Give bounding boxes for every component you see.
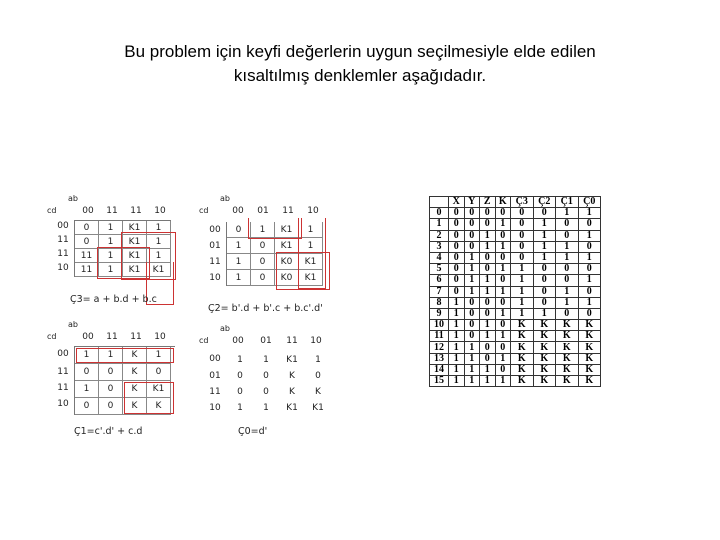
truth-table-cell: 0	[449, 264, 465, 275]
truth-table-cell: K	[511, 331, 534, 342]
truth-table-header-cell: Ç3	[511, 197, 534, 208]
truth-table-cell: K	[511, 353, 534, 364]
truth-table-cell: K	[511, 376, 534, 387]
truth-table-cell: 1	[464, 275, 480, 286]
kmap-cell: 0	[99, 381, 123, 398]
truth-table-cell: 0	[449, 275, 465, 286]
kmap-row-header: 10	[209, 273, 221, 283]
truth-table-row	[430, 376, 601, 387]
kmap-row-header: 10	[57, 399, 69, 409]
kmap-c3	[47, 194, 182, 305]
kmap-ab-label: ab	[220, 324, 230, 333]
truth-table-row	[430, 275, 601, 286]
truth-table-cell: K	[533, 320, 556, 331]
kmap-cell: 0	[237, 387, 243, 397]
truth-table-cell: 1	[495, 264, 511, 275]
truth-table-cell: 1	[556, 286, 579, 297]
truth-table-cell: 0	[495, 275, 511, 286]
truth-table-cell: K	[533, 364, 556, 375]
title-line-2: kısaltılmış denklemler aşağıdadır.	[233, 66, 487, 85]
truth-table-cell: 1	[556, 297, 579, 308]
kmap-cell: K1	[286, 403, 298, 413]
truth-table-cell: 1	[533, 252, 556, 263]
truth-table-cell: 0	[464, 320, 480, 331]
truth-table-cell: 0	[449, 241, 465, 252]
truth-table-cell: 0	[556, 275, 579, 286]
kmap-row-header: 11	[57, 249, 69, 259]
kmap-col-header: 01	[260, 336, 272, 346]
kmap-col-header: 00	[232, 206, 244, 216]
kmap-c1	[47, 320, 182, 440]
truth-table-cell: 0	[480, 342, 496, 353]
truth-table-cell: 1	[578, 297, 601, 308]
truth-table-cell: 0	[495, 364, 511, 375]
truth-table-header-cell: X	[449, 197, 465, 208]
truth-table-cell: K	[511, 364, 534, 375]
kmap-cell: 0	[99, 398, 123, 415]
truth-table-cell: 1	[449, 353, 465, 364]
truth-table-cell: K	[578, 364, 601, 375]
truth-table-cell: 1	[464, 252, 480, 263]
truth-table-cell: 0	[556, 308, 579, 319]
truth-table-cell: K	[556, 364, 579, 375]
kmap-cell: 1	[147, 347, 171, 364]
kmap-cell: K1	[123, 263, 147, 277]
truth-table-cell: 0	[556, 264, 579, 275]
truth-table-cell: 0	[495, 320, 511, 331]
truth-table-header-cell: Ç0	[578, 197, 601, 208]
truth-table-cell: K	[578, 342, 601, 353]
truth-table-cell: 1	[480, 230, 496, 241]
truth-table-index-cell: 10	[430, 320, 449, 331]
truth-table-index-cell: 12	[430, 342, 449, 353]
truth-table-body	[430, 208, 601, 387]
truth-table-cell: 0	[480, 208, 496, 219]
kmap-cell: K1	[123, 235, 147, 249]
kmap-cell: 1	[99, 221, 123, 235]
truth-table-index-cell: 2	[430, 230, 449, 241]
kmap-col-header: 11	[282, 206, 294, 216]
truth-table-index-cell: 8	[430, 297, 449, 308]
truth-table-row	[430, 264, 601, 275]
kmap-cell: 1	[237, 355, 243, 365]
kmap-equation: Ç3= a + b.d + b.c	[70, 294, 157, 305]
truth-table-row	[430, 219, 601, 230]
truth-table-index-cell: 6	[430, 275, 449, 286]
truth-table-cell: K	[556, 342, 579, 353]
kmap-cell: 0	[75, 398, 99, 415]
truth-table-row	[430, 297, 601, 308]
kmap-col-header: 11	[106, 332, 118, 342]
kmap-row-header: 10	[57, 263, 69, 273]
truth-table-row	[430, 230, 601, 241]
kmap-cell: 1	[99, 249, 123, 263]
truth-table-cell: 1	[449, 376, 465, 387]
truth-table-cell: 0	[480, 264, 496, 275]
truth-table-cell: 1	[464, 353, 480, 364]
truth-table-cell: K	[511, 320, 534, 331]
truth-table-cell: 1	[495, 308, 511, 319]
truth-table-cell: K	[533, 353, 556, 364]
kmap-cell: 1	[75, 381, 99, 398]
truth-table-cell: K	[578, 376, 601, 387]
truth-table-row	[430, 286, 601, 297]
kmap-group-loop	[76, 348, 174, 363]
kmap-cell: 0	[227, 222, 251, 238]
kmap-group-loop	[124, 382, 174, 414]
kmap-col-header: 00	[82, 206, 94, 216]
truth-table	[429, 196, 601, 387]
truth-table-index-cell: 4	[430, 252, 449, 263]
truth-table-cell: 0	[511, 230, 534, 241]
truth-table-cell: K	[578, 320, 601, 331]
truth-table-cell: 0	[449, 252, 465, 263]
kmap-cell: 1	[263, 403, 269, 413]
truth-table-cell: 0	[511, 241, 534, 252]
kmap-col-header: 11	[130, 332, 142, 342]
truth-table-cell: 0	[495, 252, 511, 263]
kmap-cell: 1	[147, 249, 171, 263]
truth-table-row	[430, 308, 601, 319]
kmap-cell: 1	[147, 221, 171, 235]
truth-table-cell: 1	[511, 275, 534, 286]
kmap-group-loop	[276, 252, 330, 290]
kmap-cell: K1	[275, 222, 299, 238]
kmap-cell: 0	[75, 221, 99, 235]
kmap-col-header: 10	[154, 206, 166, 216]
truth-table-index-cell: 13	[430, 353, 449, 364]
truth-table-cell: 1	[495, 331, 511, 342]
truth-table-cell: K	[556, 376, 579, 387]
truth-table-cell: 1	[556, 241, 579, 252]
truth-table-cell: 0	[449, 230, 465, 241]
kmap-cell: 0	[75, 235, 99, 249]
truth-table-cell: 0	[464, 331, 480, 342]
kmap-cell: 0	[99, 364, 123, 381]
truth-table-index-cell: 14	[430, 364, 449, 375]
truth-table-cell: 0	[464, 308, 480, 319]
truth-table-cell: 1	[511, 308, 534, 319]
truth-table-cell: 1	[449, 308, 465, 319]
truth-table-cell: 1	[533, 230, 556, 241]
truth-table-cell: 0	[480, 297, 496, 308]
truth-table-row	[430, 208, 601, 219]
truth-table-cell: 0	[578, 264, 601, 275]
kmap-group-loop	[97, 247, 150, 279]
truth-table-cell: 1	[495, 353, 511, 364]
kmap-c2	[199, 194, 334, 316]
kmap-ab-label: ab	[68, 320, 78, 329]
kmap-cell: 1	[227, 254, 251, 270]
kmap-cell: 1	[299, 222, 323, 238]
kmap-grid	[228, 352, 332, 418]
kmap-cell: 0	[251, 270, 275, 286]
truth-table-cell: 0	[480, 252, 496, 263]
kmap-row-header: 11	[57, 383, 69, 393]
truth-table-cell: 0	[533, 208, 556, 219]
kmap-cell: K1	[275, 238, 299, 254]
kmap-row-header: 01	[209, 371, 221, 381]
kmap-col-header: 10	[154, 332, 166, 342]
truth-table-cell: 1	[449, 342, 465, 353]
truth-table-cell: 1	[449, 320, 465, 331]
truth-table-cell: 1	[495, 219, 511, 230]
truth-table-cell: 1	[464, 364, 480, 375]
truth-table-cell: 0	[495, 297, 511, 308]
truth-table-cell: 1	[480, 286, 496, 297]
truth-table-row	[430, 252, 601, 263]
truth-table-cell: 1	[449, 331, 465, 342]
kmap-cell: 1	[251, 222, 275, 238]
kmap-equation: Ç2= b'.d + b'.c + b.c'.d'	[208, 303, 323, 314]
truth-table-row	[430, 364, 601, 375]
kmap-col-header: 00	[232, 336, 244, 346]
kmap-cell: K1	[299, 254, 323, 270]
truth-table-header-row	[430, 197, 601, 208]
kmap-cell: K	[123, 364, 147, 381]
truth-table-index-cell: 0	[430, 208, 449, 219]
truth-table-cell: 1	[578, 252, 601, 263]
truth-table-cell: 1	[464, 264, 480, 275]
kmap-cd-label: cd	[47, 206, 57, 215]
kmap-col-header: 01	[257, 206, 269, 216]
kmap-row-header: 11	[209, 257, 221, 267]
kmap-col-header: 10	[307, 206, 319, 216]
truth-table-cell: 1	[556, 252, 579, 263]
truth-table-cell: 0	[480, 353, 496, 364]
truth-table-cell: 1	[480, 331, 496, 342]
truth-table-cell: K	[578, 331, 601, 342]
truth-table-cell: 1	[495, 376, 511, 387]
truth-table-cell: 0	[449, 219, 465, 230]
truth-table-cell: 0	[556, 230, 579, 241]
kmap-cell: 1	[237, 403, 243, 413]
truth-table-cell: 1	[480, 376, 496, 387]
title-line-1: Bu problem için keyfi değerlerin uygun seçilmesiyle elde edilen	[124, 42, 596, 61]
truth-table-cell: 1	[556, 208, 579, 219]
truth-table-index-cell: 11	[430, 331, 449, 342]
truth-table-cell: 0	[495, 230, 511, 241]
truth-table-cell: 1	[480, 241, 496, 252]
kmap-cell: 1	[227, 238, 251, 254]
truth-table-index-cell: 1	[430, 219, 449, 230]
kmap-cell: K	[289, 371, 295, 381]
truth-table-cell: 0	[578, 241, 601, 252]
truth-table-cell: 0	[495, 342, 511, 353]
kmap-cell: 1	[75, 347, 99, 364]
truth-table-cell: 0	[480, 308, 496, 319]
truth-table-header-cell: Ç1	[556, 197, 579, 208]
truth-table-cell: 0	[556, 219, 579, 230]
truth-table-index-cell: 5	[430, 264, 449, 275]
truth-table-cell: 1	[480, 275, 496, 286]
truth-table-row	[430, 241, 601, 252]
truth-table-cell: 1	[464, 286, 480, 297]
truth-table-cell: 1	[480, 320, 496, 331]
kmap-cell: 1	[99, 263, 123, 277]
truth-table-cell: 0	[495, 208, 511, 219]
truth-table-index-cell: 7	[430, 286, 449, 297]
truth-table-cell: 0	[578, 308, 601, 319]
truth-table-cell: 1	[480, 364, 496, 375]
truth-table-cell: 1	[464, 342, 480, 353]
truth-table-cell: 0	[511, 252, 534, 263]
kmap-cd-label: cd	[199, 206, 209, 215]
truth-table-header-cell: K	[495, 197, 511, 208]
truth-table-cell: K	[556, 331, 579, 342]
kmap-cell: 0	[263, 371, 269, 381]
truth-table-cell: 0	[511, 219, 534, 230]
kmap-row-header: 00	[209, 225, 221, 235]
kmap-col-header: 00	[82, 332, 94, 342]
kmap-cell: K	[315, 387, 321, 397]
kmap-equation: Ç1=c'.d' + c.d	[74, 426, 143, 437]
kmap-cd-label: cd	[47, 332, 57, 341]
kmap-cell: 1	[99, 347, 123, 364]
truth-table-cell: 0	[533, 264, 556, 275]
kmap-col-header: 10	[310, 336, 322, 346]
truth-table-cell: 1	[533, 219, 556, 230]
kmap-cell: 0	[251, 238, 275, 254]
truth-table-cell: 1	[533, 241, 556, 252]
truth-table-cell: 1	[449, 297, 465, 308]
truth-table-cell: 0	[533, 286, 556, 297]
truth-table-cell: 1	[578, 230, 601, 241]
kmap-cell: 1	[315, 355, 321, 365]
truth-table-cell: K	[511, 342, 534, 353]
kmap-cd-label: cd	[199, 336, 209, 345]
truth-table-row	[430, 342, 601, 353]
kmap-cell: K	[123, 398, 147, 415]
truth-table-cell: 0	[578, 286, 601, 297]
kmap-row-header: 11	[209, 387, 221, 397]
kmap-cell: 1	[227, 270, 251, 286]
kmap-cell: 0	[75, 364, 99, 381]
kmap-row-header: 00	[209, 354, 221, 364]
kmap-row-header: 00	[57, 221, 69, 231]
truth-table-index-cell: 3	[430, 241, 449, 252]
kmap-cell: K0	[275, 254, 299, 270]
kmap-cell: K1	[123, 249, 147, 263]
kmap-row-header: 10	[209, 403, 221, 413]
truth-table-cell: 0	[480, 219, 496, 230]
truth-table-cell: K	[533, 376, 556, 387]
kmap-cell: K1	[147, 263, 171, 277]
truth-table-cell: 1	[578, 275, 601, 286]
truth-table-cell: 0	[464, 219, 480, 230]
kmap-cell: K	[123, 381, 147, 398]
kmap-row-header: 01	[209, 241, 221, 251]
truth-table-cell: K	[533, 331, 556, 342]
kmap-row-header: 00	[57, 349, 69, 359]
truth-table-row	[430, 331, 601, 342]
kmap-col-header: 11	[106, 206, 118, 216]
truth-table-header-cell	[430, 197, 449, 208]
kmap-c0	[199, 324, 334, 440]
kmap-cell: K0	[275, 270, 299, 286]
kmap-cell: 0	[147, 364, 171, 381]
truth-table-cell: 0	[449, 286, 465, 297]
kmap-col-header: 11	[130, 206, 142, 216]
kmap-cell: 11	[75, 249, 99, 263]
kmap-cell: K1	[299, 270, 323, 286]
kmap-cell: K1	[123, 221, 147, 235]
kmap-row-header: 11	[57, 367, 69, 377]
truth-table-header-cell: Ç2	[533, 197, 556, 208]
truth-table-cell: 1	[464, 376, 480, 387]
truth-table-cell: 0	[449, 208, 465, 219]
kmap-cell: K1	[312, 403, 324, 413]
kmap-ab-label: ab	[220, 194, 230, 203]
truth-table-cell: 0	[533, 275, 556, 286]
kmap-cell: 0	[315, 371, 321, 381]
kmap-row-header: 11	[57, 235, 69, 245]
kmap-cell: 0	[263, 387, 269, 397]
kmap-cell: 1	[299, 238, 323, 254]
truth-table-cell: 0	[511, 208, 534, 219]
kmap-cell: K	[123, 347, 147, 364]
kmap-ab-label: ab	[68, 194, 78, 203]
truth-table-cell: 1	[511, 286, 534, 297]
truth-table-cell: 1	[495, 241, 511, 252]
truth-table-header-cell: Z	[480, 197, 496, 208]
kmap-cell: K	[289, 387, 295, 397]
truth-table-cell: 0	[464, 297, 480, 308]
kmap-cell: 0	[237, 371, 243, 381]
kmap-cell: 0	[251, 254, 275, 270]
truth-table-cell: 1	[533, 308, 556, 319]
truth-table-cell: K	[556, 353, 579, 364]
kmap-cell: 1	[99, 235, 123, 249]
truth-table-row	[430, 353, 601, 364]
truth-table-cell: 0	[533, 297, 556, 308]
truth-table-cell: K	[556, 320, 579, 331]
truth-table-cell: K	[533, 342, 556, 353]
truth-table-cell: 1	[578, 208, 601, 219]
truth-table-cell: K	[578, 353, 601, 364]
kmap-cell: K	[147, 398, 171, 415]
slide-title	[60, 40, 660, 88]
truth-table-cell: 1	[511, 264, 534, 275]
kmap-cell: 11	[75, 263, 99, 277]
kmap-cell: 1	[263, 355, 269, 365]
truth-table-row	[430, 320, 601, 331]
truth-table-cell: 0	[578, 219, 601, 230]
kmap-cell: 1	[147, 235, 171, 249]
kmap-cell: K1	[147, 381, 171, 398]
truth-table-cell: 1	[511, 297, 534, 308]
kmap-cell: K1	[286, 355, 298, 365]
truth-table-cell: 0	[464, 241, 480, 252]
kmap-col-header: 11	[286, 336, 298, 346]
truth-table-cell: 0	[464, 208, 480, 219]
kmap-equation: Ç0=d'	[238, 426, 268, 437]
truth-table-cell: 1	[495, 286, 511, 297]
truth-table-index-cell: 15	[430, 376, 449, 387]
kmap-group-loop	[248, 218, 302, 239]
truth-table-header-cell: Y	[464, 197, 480, 208]
truth-table-cell: 1	[449, 364, 465, 375]
truth-table-cell: 0	[464, 230, 480, 241]
truth-table-index-cell: 9	[430, 308, 449, 319]
